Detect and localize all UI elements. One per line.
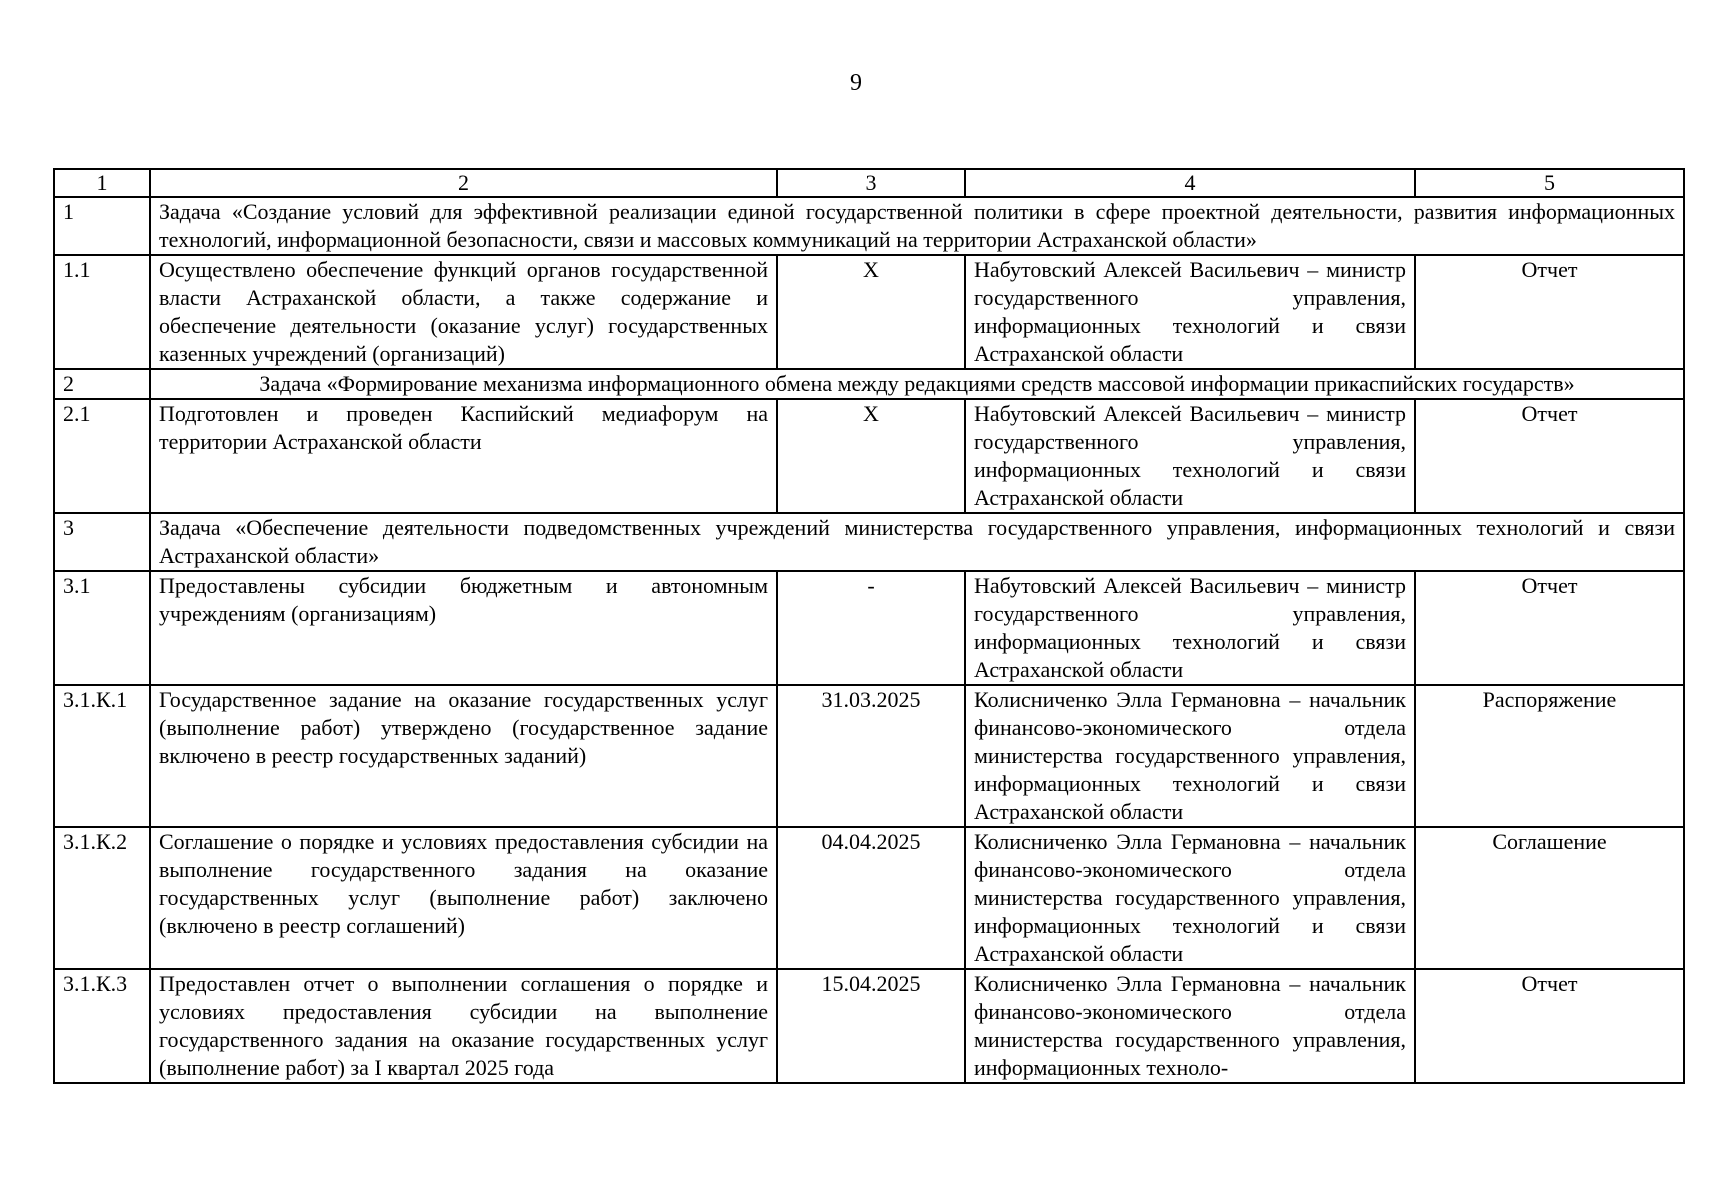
row-number: 3.1 — [54, 571, 150, 685]
row-number: 3 — [54, 513, 150, 571]
row-date: 31.03.2025 — [777, 685, 965, 827]
row-description: Предоставлен отчет о выполнении соглашения о порядке и условиях предоставления субсидии на выполнение государственного задания на оказание государственных услуг (выполнение работ) за I квартал 2025 года — [150, 969, 777, 1083]
page-number: 9 — [850, 70, 862, 96]
row-document: Отчет — [1415, 399, 1684, 513]
task-row — [54, 513, 1684, 571]
row-description: Государственное задание на оказание государственных услуг (выполнение работ) утверждено (государственное задание включено в реестр государственных заданий) — [150, 685, 777, 827]
row-responsible: Набутовский Алексей Васильевич – министр государственного управления, информационных технологий и связи Астраханской области — [965, 571, 1415, 685]
table-row — [54, 255, 1684, 369]
row-date: X — [777, 399, 965, 513]
row-description: Предоставлены субсидии бюджетным и автономным учреждениям (организациям) — [150, 571, 777, 685]
row-responsible: Колисниченко Элла Германовна – начальник финансово-экономического отдела министерства государственного управления, информационных технологий и связи Астраханской области — [965, 685, 1415, 827]
task-row — [54, 197, 1684, 255]
table-header-row — [54, 169, 1684, 197]
row-description: Подготовлен и проведен Каспийский медиафорум на территории Астраханской области — [150, 399, 777, 513]
task-text: Задача «Формирование механизма информационного обмена между редакциями средств массовой информации прикаспийских государств» — [150, 369, 1684, 399]
row-responsible: Набутовский Алексей Васильевич – министр государственного управления, информационных технологий и связи Астраханской области — [965, 399, 1415, 513]
row-number: 3.1.К.2 — [54, 827, 150, 969]
row-description: Соглашение о порядке и условиях предоставления субсидии на выполнение государственного задания на оказание государственных услуг (выполнение работ) заключено (включено в реестр соглашений) — [150, 827, 777, 969]
row-document: Отчет — [1415, 969, 1684, 1083]
row-number: 3.1.К.1 — [54, 685, 150, 827]
row-number: 2.1 — [54, 399, 150, 513]
row-responsible: Набутовский Алексей Васильевич – министр государственного управления, информационных технологий и связи Астраханской области — [965, 255, 1415, 369]
column-header: 1 — [54, 169, 150, 197]
row-number: 1 — [54, 197, 150, 255]
row-date: 15.04.2025 — [777, 969, 965, 1083]
task-text: Задача «Обеспечение деятельности подведомственных учреждений министерства государственного управления, информационных технологий и связи Астраханской области» — [150, 513, 1684, 571]
column-header: 2 — [150, 169, 777, 197]
row-document: Отчет — [1415, 571, 1684, 685]
row-number: 3.1.К.3 — [54, 969, 150, 1083]
row-document: Распоряжение — [1415, 685, 1684, 827]
table-row — [54, 685, 1684, 827]
column-header: 3 — [777, 169, 965, 197]
task-text: Задача «Создание условий для эффективной реализации единой государственной политики в сфере проектной деятельности, развития информационных технологий, информационной безопасности, связи и массовых коммуникаций на территории Астраханской области» — [150, 197, 1684, 255]
table-row — [54, 399, 1684, 513]
table-row — [54, 827, 1684, 969]
table-row — [54, 969, 1684, 1083]
row-description: Осуществлено обеспечение функций органов государственной власти Астраханской области, а также содержание и обеспечение деятельности (оказание услуг) государственных казенных учреждений (организаций) — [150, 255, 777, 369]
task-row — [54, 369, 1684, 399]
row-document: Соглашение — [1415, 827, 1684, 969]
row-date: 04.04.2025 — [777, 827, 965, 969]
row-number: 2 — [54, 369, 150, 399]
column-header: 4 — [965, 169, 1415, 197]
plan-table — [53, 168, 1685, 1084]
row-date: X — [777, 255, 965, 369]
row-document: Отчет — [1415, 255, 1684, 369]
row-date: - — [777, 571, 965, 685]
row-responsible: Колисниченко Элла Германовна – начальник финансово-экономического отдела министерства государственного управления, информационных технологий и связи Астраханской области — [965, 827, 1415, 969]
row-responsible: Колисниченко Элла Германовна – начальник финансово-экономического отдела министерства государственного управления, информационных техноло- — [965, 969, 1415, 1083]
row-number: 1.1 — [54, 255, 150, 369]
column-header: 5 — [1415, 169, 1684, 197]
table-row — [54, 571, 1684, 685]
